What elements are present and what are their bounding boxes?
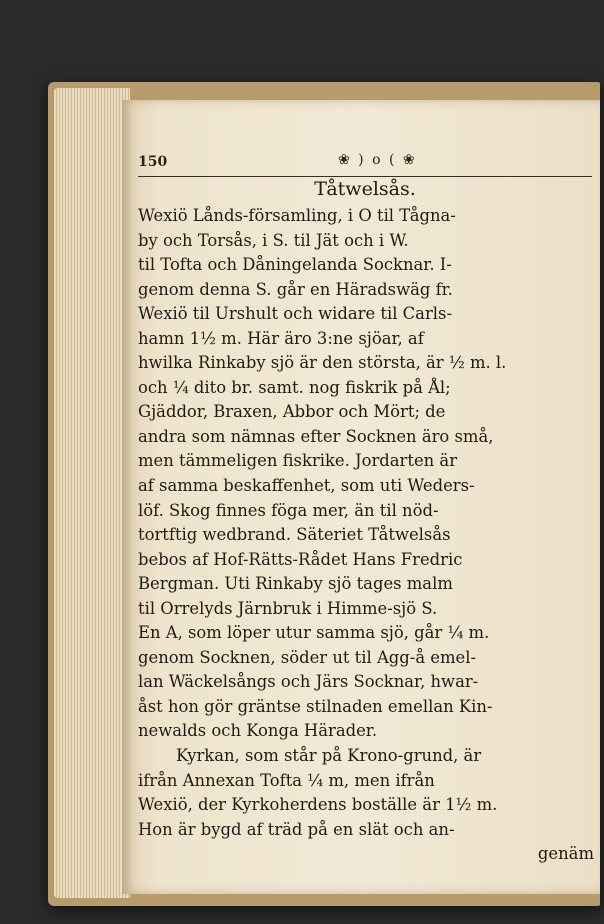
text-line: En A, som löper utur samma sjö, går ¼ m.: [138, 623, 490, 643]
text-line: Wexiö, der Kyrkoherdens boställe är 1½ m.: [138, 795, 498, 815]
body-text: [138, 204, 594, 867]
text-line: hwilka Rinkaby sjö är den största, är ½ m. l.: [138, 353, 507, 373]
section-title: Tåtwelsås.: [314, 178, 416, 200]
text-line: til Orrelyds Järnbruk i Himme-sjö S.: [138, 598, 438, 618]
page-header: [138, 150, 592, 177]
text-line: Wexiö Lånds-församling, i O til Tågna-: [138, 206, 456, 225]
text-line: Hon är bygd af träd på en slät och an-: [138, 819, 455, 839]
text-line: andra som nämnas efter Socknen äro små,: [138, 426, 494, 446]
text-line: tortftig wedbrand. Säteriet Tåtwelsås: [138, 525, 451, 545]
text-line: och ¼ dito br. samt. nog fiskrik på Ål;: [138, 377, 451, 397]
header-ornament: ❀ ) o ( ❀: [338, 152, 417, 168]
text-line: Kyrkan, som står på Krono-grund, är: [176, 746, 482, 766]
text-line: hamn 1½ m. Här äro 3:ne sjöar, af: [138, 328, 424, 348]
text-line: Gjäddor, Braxen, Abbor och Mört; de: [138, 402, 446, 422]
text-line: löf. Skog finnes föga mer, än til nöd-: [138, 500, 439, 520]
text-line: Wexiö til Urshult och widare til Carls-: [138, 304, 452, 324]
text-line: åst hon gör gräntse stilnaden emellan Kin-: [138, 696, 493, 716]
text-line: ifrån Annexan Tofta ¼ m, men ifrån: [138, 770, 435, 790]
text-line: genom Socknen, söder ut til Agg-å emel-: [138, 647, 477, 667]
text-line: men tämmeligen fiskrike. Jordarten är: [138, 451, 458, 471]
page-edges: [54, 88, 130, 898]
text-line: genom denna S. går en Häradswäg fr.: [138, 279, 453, 299]
text-line: bebos af Hof-Rätts-Rådet Hans Fredric: [138, 549, 463, 569]
text-line: Bergman. Uti Rinkaby sjö tages malm: [138, 574, 453, 594]
text-line: newalds och Konga Härader.: [138, 721, 378, 741]
text-line: genäm: [537, 844, 594, 864]
text-line: by och Torsås, i S. til Jät och i W.: [138, 230, 409, 250]
text-line: til Tofta och Dåningelanda Socknar. I-: [138, 255, 452, 275]
page-number: 150: [138, 154, 168, 170]
text-line: af samma beskaffenhet, som uti Weders-: [138, 476, 475, 496]
text-line: lan Wäckelsångs och Järs Socknar, hwar-: [138, 672, 479, 692]
